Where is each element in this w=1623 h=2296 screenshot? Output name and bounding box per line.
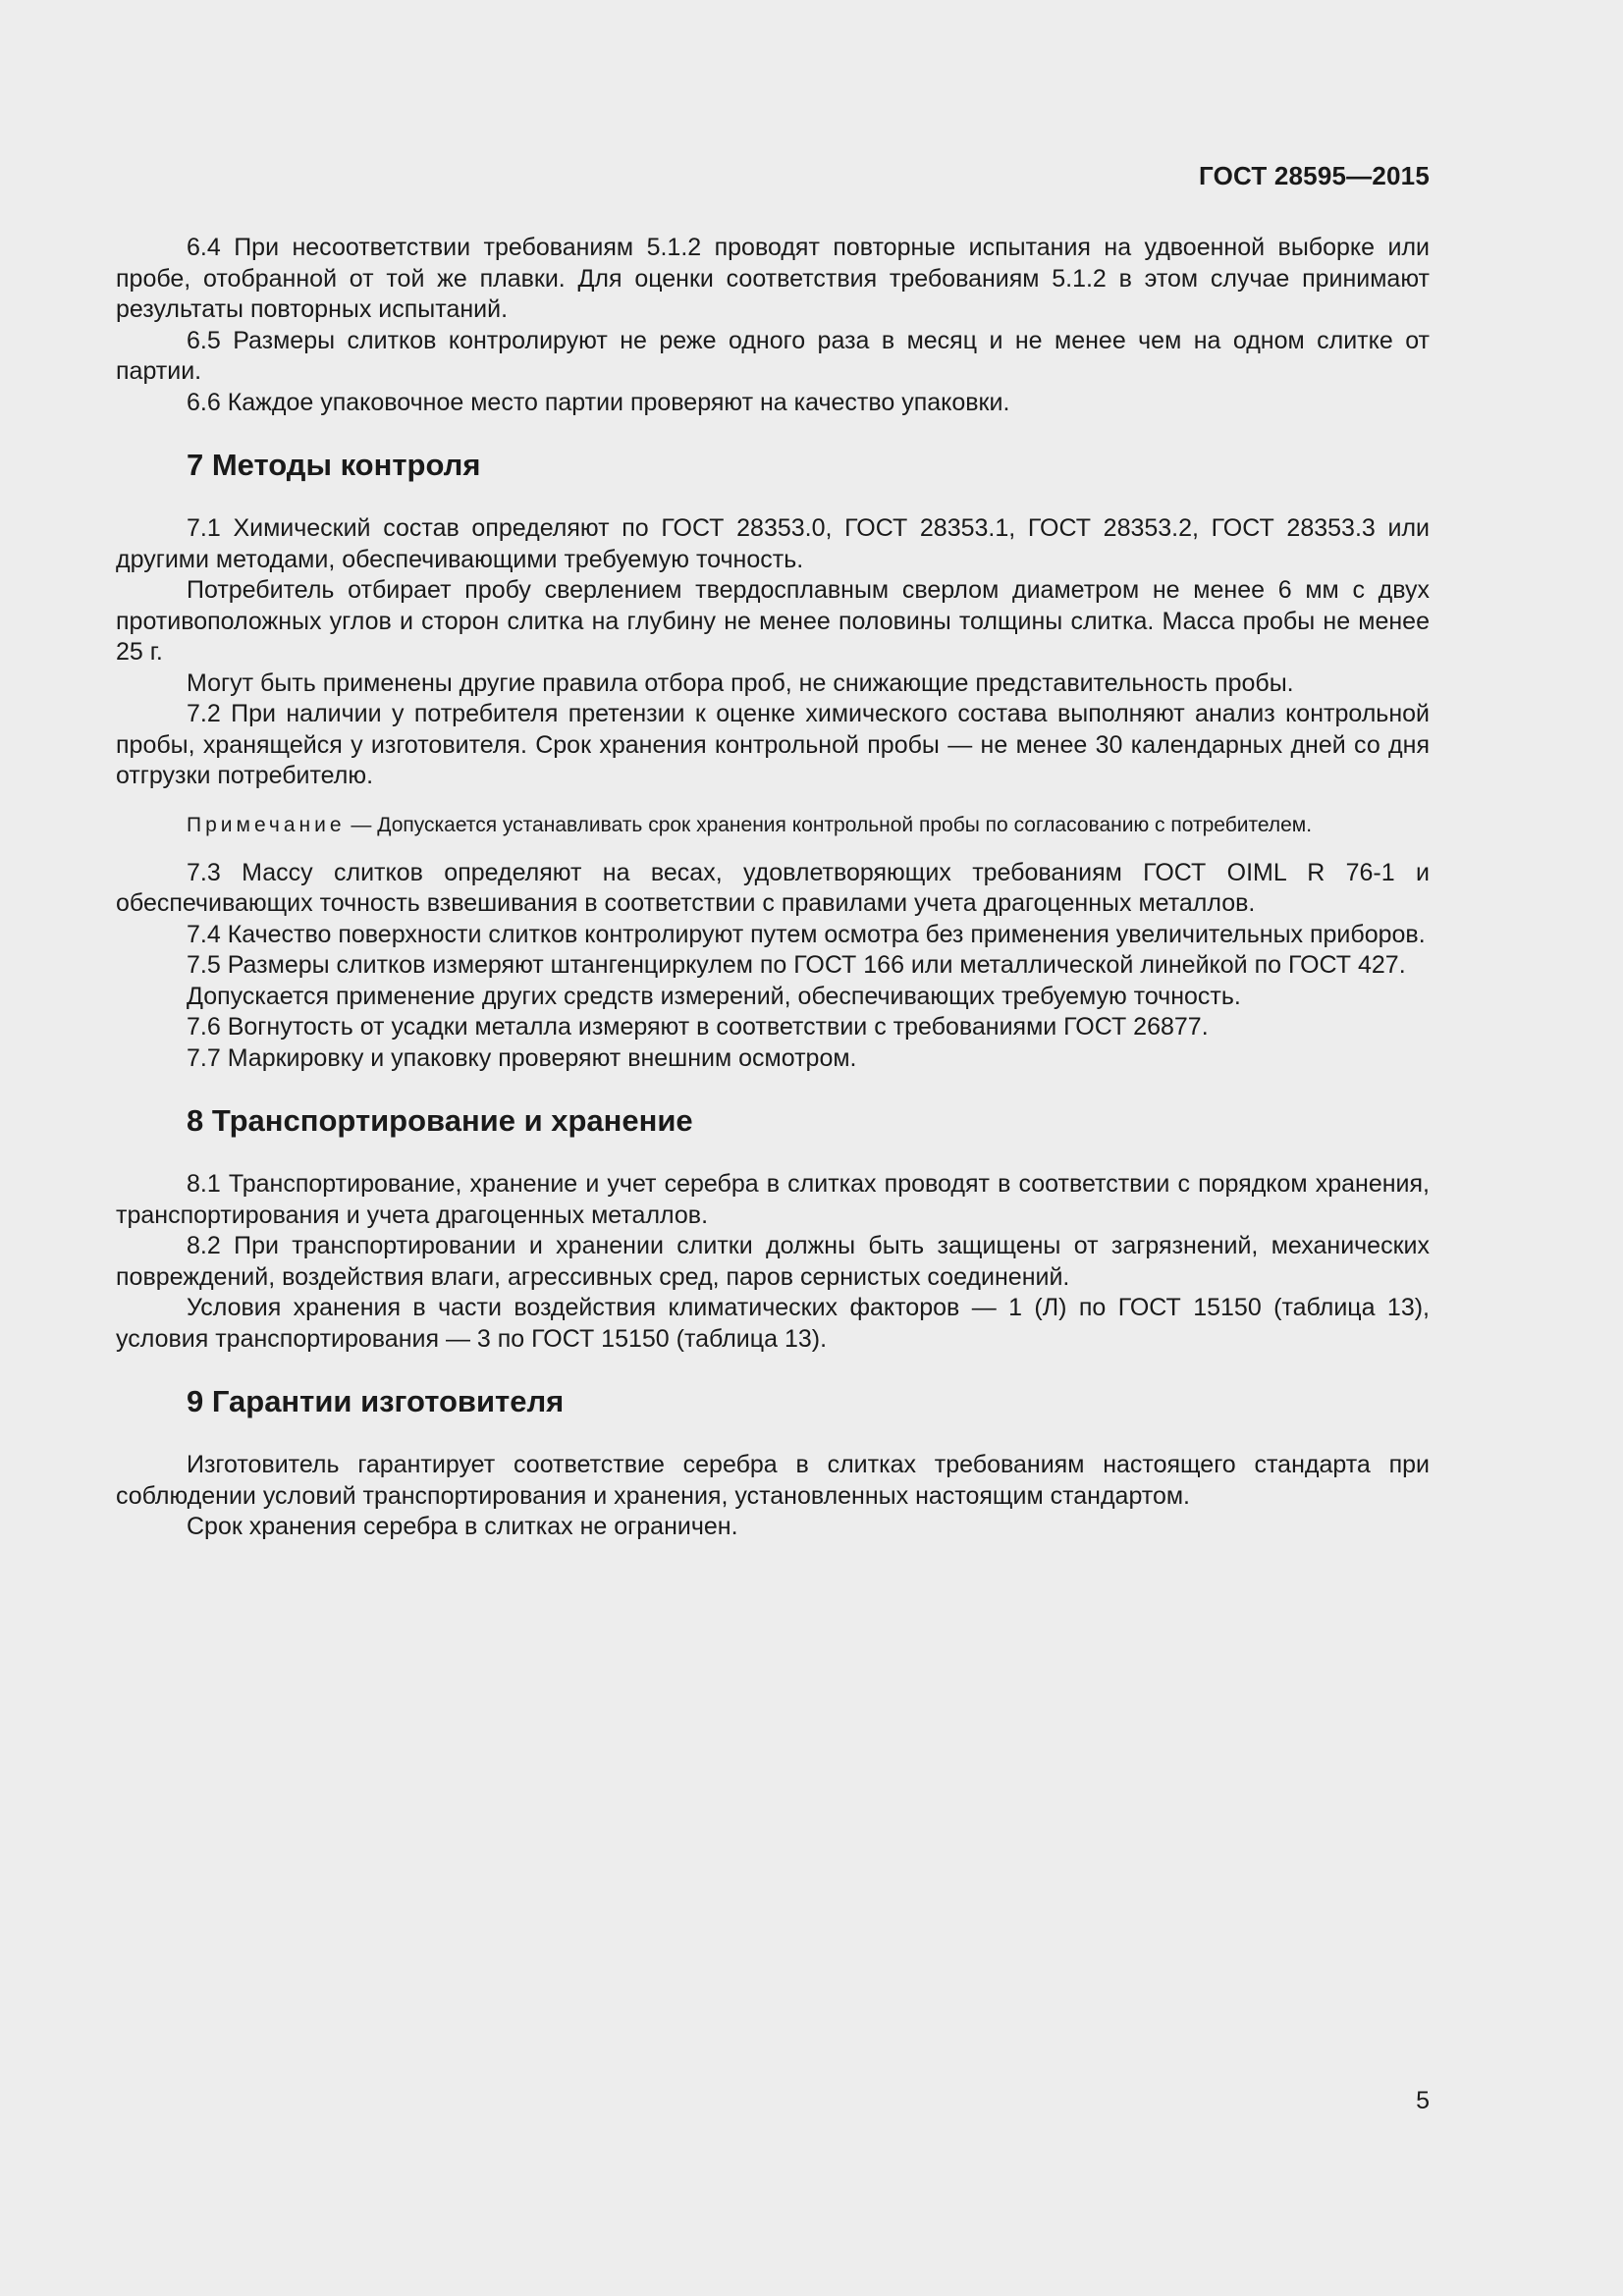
paragraph-7-4: 7.4 Качество поверхности слитков контролируют путем осмотра без применения увеличительных приборов. [187,920,1426,948]
section-9-heading: 9 Гарантии изготовителя [187,1384,565,1418]
document-code: ГОСТ 28595—2015 [1199,161,1430,190]
paragraph-7-3: 7.3 Массу слитков определяют на весах, удовлетворяющих требованиям ГОСТ OIML R 76-1 и обеспечивающих точность взвешивания в соответствии с правилами учета драгоценных металлов. [116,858,1430,917]
paragraph-8-2: 8.2 При транспортировании и хранении слитки должны быть защищены от загрязнений, механических повреждений, воздействия влаги, агрессивных сред, паров сернистых соединений. [116,1232,1430,1291]
note-text: — Допускается устанавливать срок хранения контрольной пробы по согласованию с потребителем. [345,813,1313,836]
paragraph-7-6: 7.6 Вогнутость от усадки металла измеряют в соответствии с требованиями ГОСТ 26877. [187,1013,1209,1041]
paragraph-9-guarantee: Изготовитель гарантирует соответствие серебра в слитках требованиям настоящего стандарта при соблюдении условий транспортирования и хранения, установленных настоящим стандартом. [116,1451,1430,1510]
paragraph-7-5: 7.5 Размеры слитков измеряют штангенциркулем по ГОСТ 166 или металлической линейкой по ГОСТ 427. [187,951,1406,979]
paragraph-7-1: 7.1 Химический состав определяют по ГОСТ 28353.0, ГОСТ 28353.1, ГОСТ 28353.2, ГОСТ 28353.3 или другими методами, обеспечивающими требуемую точность. [116,514,1430,573]
section-7-heading: 7 Методы контроля [187,448,481,482]
document-body [116,233,1430,1543]
page-number: 5 [1416,2087,1430,2114]
paragraph-8-1: 8.1 Транспортирование, хранение и учет серебра в слитках проводят в соответствии с порядком хранения, транспортирования и учета драгоценных металлов. [116,1170,1430,1229]
paragraph-7-1-sampling: Потребитель отбирает пробу сверлением твердосплавным сверлом диаметром не менее 6 мм с двух противоположных углов и сторон слитка на глубину не менее половины толщины слитка. Масса пробы не менее 25 г. [116,576,1430,666]
paragraph-7-7: 7.7 Маркировку и упаковку проверяют внешним осмотром. [187,1043,857,1072]
paragraph-6-6: 6.6 Каждое упаковочное место партии проверяют на качество упаковки. [187,388,1010,416]
paragraph-7-5-other-tools: Допускается применение других средств измерений, обеспечивающих требуемую точность. [187,982,1241,1010]
note-label: Примечание [187,813,346,836]
paragraph-9-storage: Срок хранения серебра в слитках не ограничен. [187,1513,738,1540]
paragraph-6-5: 6.5 Размеры слитков контролируют не реже одного раза в месяц и не менее чем на одном слитке от партии. [116,326,1430,385]
paragraph-7-2: 7.2 При наличии у потребителя претензии к оценке химического состава выполняют анализ контрольной пробы, хранящейся у изготовителя. Срок хранения контрольной пробы — не менее 30 календарных дней со дня отгрузки потребителю. [116,700,1430,789]
paragraph-8-2-conditions: Условия хранения в части воздействия климатических факторов — 1 (Л) по ГОСТ 15150 (таблица 13), условия транспортирования — 3 по ГОСТ 15150 (таблица 13). [116,1294,1430,1353]
paragraph-7-1-other-rules: Могут быть применены другие правила отбора проб, не снижающие представительность пробы. [187,668,1294,697]
note [116,810,1430,840]
paragraph-6-4: 6.4 При несоответствии требованиям 5.1.2 проводят повторные испытания на удвоенной выборке или пробе, отобранной от той же плавки. Для оценки соответствия требованиям 5.1.2 в этом случае принимают результаты повторных испытаний. [116,234,1430,323]
section-8-heading: 8 Транспортирование и хранение [187,1103,693,1138]
